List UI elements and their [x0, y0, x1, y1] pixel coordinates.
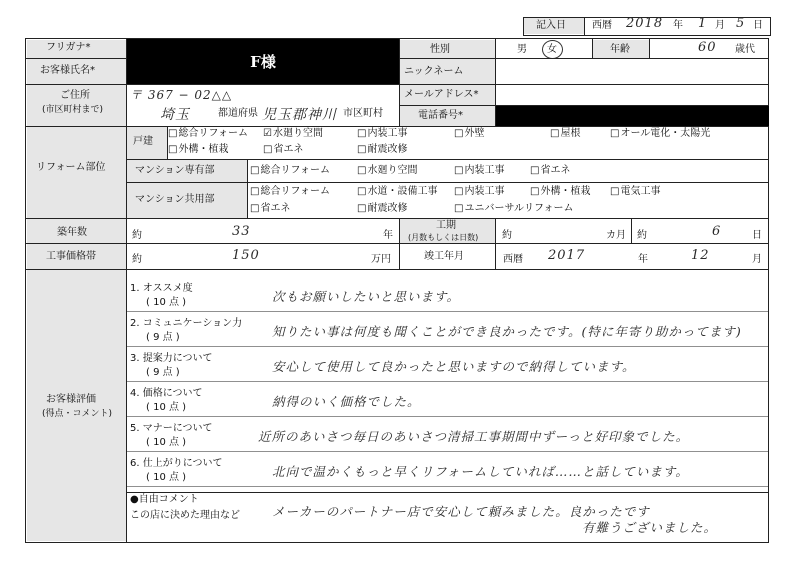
price-prefix: 約 [132, 254, 142, 265]
age-unit: 歳代 [735, 44, 755, 55]
mansion-private-label: マンション専有部 [135, 165, 215, 176]
rating-comment-5: 近所のあいさつ毎日のあいさつ清掃工事期間中ずーっと好印象でした。 [258, 429, 690, 444]
period-prefix: 約 [502, 230, 512, 241]
city-handwritten: 児玉郡神川 [262, 107, 337, 123]
mansion-common-option-5[interactable]: □ 電気工事 [610, 186, 660, 198]
years-unit: 年 [383, 230, 393, 241]
age-label: 年齢 [610, 44, 630, 55]
mansion-common-option-1[interactable]: □ 総合リフォーム [250, 186, 330, 198]
house-option-7[interactable]: □ 外構・植栽 [168, 144, 228, 156]
house-option-6[interactable]: □ オール電化・太陽光 [610, 128, 710, 140]
free-comment-line2: 有難うございました。 [582, 520, 718, 535]
gender-female-circle [542, 40, 563, 59]
period-day-value: 6 [712, 224, 722, 239]
free-comment-reason: この店に決めた理由など [130, 510, 240, 521]
house-option-2[interactable]: ☑ 水廻り空間 [263, 128, 323, 140]
rating-underline-6 [126, 486, 769, 487]
entry-date-day-unit: 日 [753, 20, 763, 31]
gender-male: 男 [517, 44, 527, 55]
years-prefix: 約 [132, 230, 142, 241]
rating-comment-6: 北向で温かくもっと早くリフォームしていれば……と話しています。 [272, 464, 689, 479]
completion-era: 西暦 [503, 254, 523, 265]
period-label: 工期 [436, 220, 456, 231]
mansion-private-option-4[interactable]: □ 省エネ [530, 165, 570, 177]
completion-month-unit: 月 [752, 254, 762, 265]
entry-date-era: 西暦 [592, 20, 612, 31]
customer-name-redacted [127, 39, 399, 84]
rating-score-3: ( 9 点 ) [146, 367, 180, 378]
years-label: 築年数 [57, 227, 87, 238]
mansion-common-option-2[interactable]: □ 水道・設備工事 [357, 186, 437, 198]
mansion-common-option-6[interactable]: □ 省エネ [250, 203, 290, 215]
gender-female: 女 [547, 44, 557, 55]
rating-comment-2: 知りたい事は何度も聞くことができ良かったです。(特に年寄り助かってます) [272, 324, 742, 339]
rating-underline-5 [126, 451, 769, 452]
rating-underline-1 [126, 311, 769, 312]
entry-date-day: 5 [736, 16, 746, 31]
rating-title-2: 2. コミュニケーション力 [130, 318, 243, 329]
entry-date-label: 記入日 [536, 20, 566, 31]
period-day-unit: 日 [752, 230, 762, 241]
phone-redacted [496, 106, 769, 126]
house-option-9[interactable]: □ 耐震改修 [357, 144, 407, 156]
entry-date-month: 1 [698, 16, 708, 31]
prefecture-label: 都道府県 [218, 108, 258, 119]
entry-date-month-unit: 月 [715, 20, 725, 31]
rating-score-6: ( 10 点 ) [146, 472, 187, 483]
free-comment-label: ●自由コメント [130, 494, 199, 505]
name-label: お客様氏名* [40, 65, 95, 76]
address-note: (市区町村まで) [42, 105, 104, 115]
completion-month: 12 [691, 248, 710, 263]
price-value: 150 [232, 248, 260, 263]
house-option-4[interactable]: □ 外壁 [454, 128, 484, 140]
rating-underline-4 [126, 416, 769, 417]
mansion-common-option-4[interactable]: □ 外構・植栽 [530, 186, 590, 198]
years-value: 33 [232, 224, 251, 239]
entry-date-year-unit: 年 [673, 20, 683, 31]
mansion-private-option-3[interactable]: □ 内装工事 [454, 165, 504, 177]
rating-title-3: 3. 提案力について [130, 353, 213, 364]
phone-label: 電話番号* [418, 110, 463, 121]
nickname-label: ニックネーム [404, 66, 464, 77]
evaluation-label: お客様評価 [46, 394, 96, 405]
rating-score-4: ( 10 点 ) [146, 402, 187, 413]
completion-year-unit: 年 [638, 254, 648, 265]
house-option-5[interactable]: □ 屋根 [550, 128, 580, 140]
rating-title-6: 6. 仕上がりについて [130, 458, 223, 469]
rating-score-5: ( 10 点 ) [146, 437, 187, 448]
rating-underline-3 [126, 381, 769, 382]
mansion-private-option-2[interactable]: □ 水廻り空間 [357, 165, 417, 177]
postal-code: 〒 367 − 02△△ [130, 88, 233, 102]
gender-label: 性別 [430, 44, 450, 55]
completion-year: 2017 [548, 248, 586, 263]
address-label: ご住所 [60, 90, 90, 101]
rating-underline-2 [126, 346, 769, 347]
mansion-common-option-7[interactable]: □ 耐震改修 [357, 203, 407, 215]
completion-label: 竣工年月 [424, 251, 464, 262]
house-label: 戸建 [133, 136, 153, 147]
reform-part-label: リフォーム部位 [36, 162, 106, 173]
period-about: 約 [637, 230, 647, 241]
age-value: 60 [698, 40, 717, 55]
period-month-unit: カ月 [606, 230, 626, 241]
mansion-common-option-3[interactable]: □ 内装工事 [454, 186, 504, 198]
house-option-1[interactable]: □ 総合リフォーム [168, 128, 248, 140]
mansion-common-option-8[interactable]: □ ユニバーサルリフォーム [454, 203, 573, 215]
price-label: 工事価格帯 [46, 251, 96, 262]
house-option-8[interactable]: □ 省エネ [263, 144, 303, 156]
rating-score-2: ( 9 点 ) [146, 332, 180, 343]
evaluation-note: (得点・コメント) [42, 409, 113, 419]
period-note: (月数もしくは日数) [408, 233, 479, 242]
mail-label: メールアドレス* [404, 89, 479, 100]
entry-date-year: 2018 [626, 16, 664, 31]
rating-title-5: 5. マナーについて [130, 423, 213, 434]
furigana-label: フリガナ* [46, 42, 91, 53]
rating-comment-3: 安心して使用して良かったと思いますので納得しています。 [272, 359, 636, 374]
mansion-common-label: マンション共用部 [135, 194, 215, 205]
rating-comment-1: 次もお願いしたいと思います。 [272, 289, 461, 304]
free-comment-line1: メーカーのパートナー店で安心して頼みました。良かったです [272, 504, 650, 519]
prefecture-handwritten: 埼玉 [160, 107, 190, 123]
rating-title-1: 1. オススメ度 [130, 283, 193, 294]
rating-score-1: ( 10 点 ) [146, 297, 187, 308]
customer-name: F様 [250, 53, 276, 71]
city-label: 市区町村 [343, 108, 383, 119]
house-option-3[interactable]: □ 内装工事 [357, 128, 407, 140]
rating-comment-4: 納得のいく価格でした。 [272, 394, 421, 409]
rating-title-4: 4. 価格について [130, 388, 203, 399]
price-unit: 万円 [371, 254, 391, 265]
mansion-private-option-1[interactable]: □ 総合リフォーム [250, 165, 330, 177]
